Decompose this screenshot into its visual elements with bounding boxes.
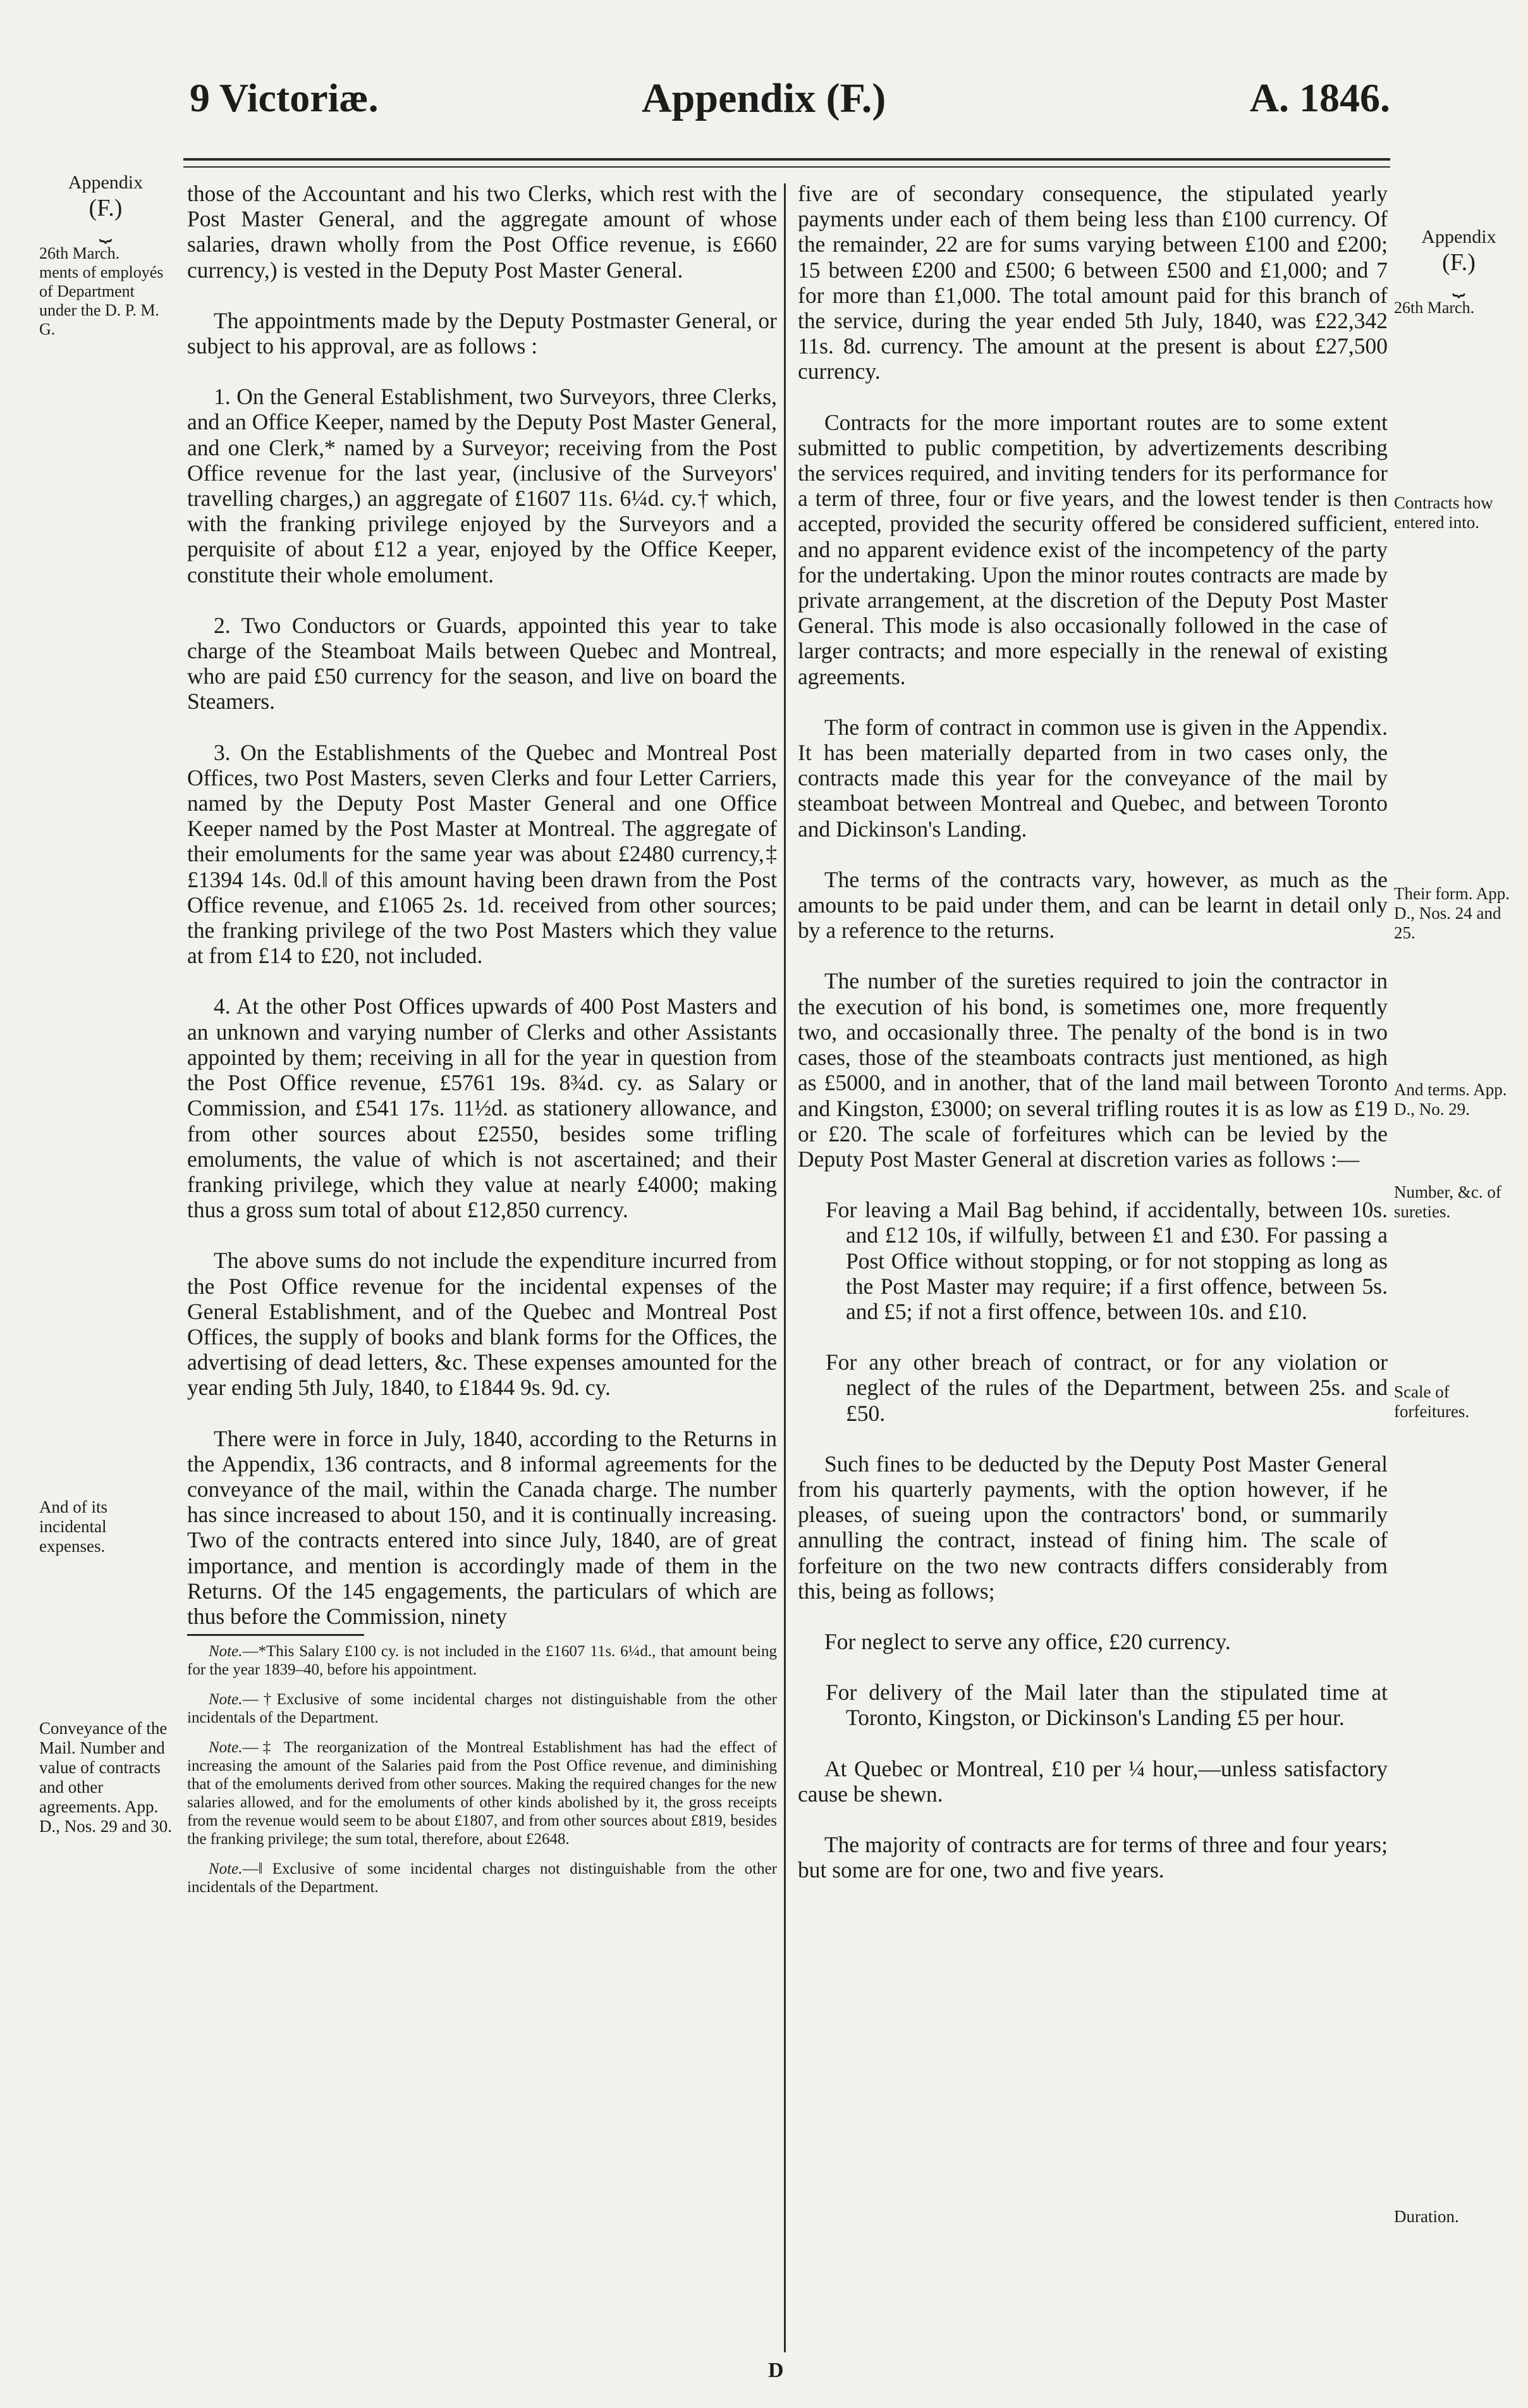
paragraph: 4. At the other Post Offices upwards of 400 Post Masters and an unknown and varying number of Clerks and other Assistants appointed by them; receiving in all for the year in question from the Post Office revenue, £5761 19s. 8¾d. cy. as Salary or Commission, and £541 17s. 11½d. as stationery allowance, and from other sources about £2550, besides some trifling emoluments, the value of which is not ascertained; and their franking privilege, which they value at nearly £4000; making thus a gross sum total of about £12,850 currency. [187,993,777,1223]
margin-note-date: 26th March. [1394,298,1475,317]
left-column [187,181,777,1908]
footnote [187,1860,777,1896]
paragraph: The appointments made by the Deputy Postmaster General, or subject to his approval, are as follows : [187,307,777,359]
forfeiture-item: For any other breach of contract, or for any violation or neglect of the rules of the Department, between 25s. and £50. [826,1349,1388,1426]
footnote-label: Note. [209,1691,243,1709]
margin-note-terms: And terms. App. D., No. 29. [1394,1080,1507,1119]
footnote-label: Note. [209,1860,243,1878]
margin-note-their-form: Their form. App. D., Nos. 24 and 25. [1394,884,1510,942]
footnote-text: —†Exclusive of some incidental charges not distinguishable from the other incidentals of the Department. [187,1691,777,1727]
footnote-label: Note. [209,1739,243,1757]
margin-note-conveyance: Conveyance of the Mail. Number and value of contracts and other agreements. App. D., Nos. 29 and 30. [39,1719,172,1836]
margin-note-heading: Appendix [68,172,144,193]
margin-note-duration: Duration. [1394,2207,1459,2226]
footnote [187,1738,777,1848]
forfeiture-item: For leaving a Mail Bag behind, if accidentally, between 10s. and £12 10s, if wilfully, between £1 and £30. For passing a Post Office without stopping, or for not stopping as long as the Post Master may require; if a first offence, between 5s. and £5; if not a first offence, between 10s. and £10. [826,1197,1388,1324]
paragraph: The above sums do not include the expenditure incurred from the Post Office revenue for the incidental expenses of the General Establishment, and of the Quebec and Montreal Post Offices, the supply of books and blank forms for the Offices, the advertising of dead letters, &c. These expenses amounted for the year ending 5th July, 1840, to £1844 9s. 9d. cy. [187,1248,777,1401]
margin-note-date: 26th March. [39,244,120,262]
margin-note-appendix-letter: (F.) [89,195,123,221]
paragraph: 2. Two Conductors or Guards, appointed this year to take charge of the Steamboat Mails between Quebec and Montreal, who are paid £50 currency for the season, and live on board the Steamers. [187,612,777,715]
signature-mark: D [768,2359,784,2382]
paragraph: There were in force in July, 1840, according to the Returns in the Appendix, 136 contracts, and 8 informal agreements for the conveyance of the mail, within the Canada charge. The number has since increased to about 150, and it is continually increasing. Two of the contracts entered into since July, 1840, are of great importance, and mention is accordingly made of them in the Returns. Of the 145 engagements, the particulars of which are thus before the Commission, ninety [187,1425,777,1629]
margin-note-left-appendix [39,172,172,339]
margin-note-appendix-letter: (F.) [1442,249,1476,276]
margin-note-sureties: Number, &c. of sureties. [1394,1182,1501,1221]
forfeiture-item: At Quebec or Montreal, £10 per ¼ hour,—unless satisfactory cause be shewn. [798,1755,1388,1807]
paragraph: Such fines to be deducted by the Deputy Post Master General from his quarterly payments, with the option however, if he pleases, of sueing upon the contractors' bond, or summarily annulling the contract, instead of fining him. The scale of forfeiture on the two new contracts differs considerably from this, being as follows; [798,1451,1388,1604]
margin-note-right-appendix [1394,226,1524,317]
footnote [187,1690,777,1727]
footnote-label: Note. [209,1643,243,1661]
forfeiture-item: For delivery of the Mail later than the stipulated time at Toronto, Kingston, or Dickinson's Landing £5 per hour. [826,1680,1388,1731]
footnote-text: —‖ Exclusive of some incidental charges not distinguishable from the other incidentals of the Department. [187,1860,777,1896]
margin-note-heading: Appendix [1421,226,1496,247]
margin-note-incidental-expenses: And of its incidental expenses. [39,1497,107,1556]
paragraph: those of the Accountant and his two Clerks, which rest with the Post Master General, and the aggregate amount of whose salaries, drawn wholly from the Post Office revenue, is £660 currency,) is vested in the Deputy Post Master General. [187,181,777,283]
header-rule [183,158,1390,161]
paragraph: The form of contract in common use is given in the Appendix. It has been materially departed from in two cases only, the contracts made this year for the conveyance of the mail by steamboat between Montreal and Quebec, and between Toronto and Dickinson's Landing. [798,714,1388,842]
paragraph: The terms of the contracts vary, however, as much as the amounts to be paid under them, and can be learnt in detail only by a reference to the returns. [798,866,1388,943]
paragraph: 3. On the Establishments of the Quebec and Montreal Post Offices, two Post Masters, seven Clerks and four Letter Carriers, named by the Deputy Post Master General and one Office Keeper named by the Post Master at Montreal. The aggregate of their emoluments for the same year was about £2480 currency,‡ £1394 14s. 0d.‖ of this amount having been drawn from the Post Office revenue, and £1065 2s. 1d. received from other sources; the franking privilege of the two Post Masters which they value at from £14 to £20, not included. [187,739,777,969]
margin-note-text: ments of employés of Department under the D. P. M. G. [39,263,164,338]
column-divider [784,183,786,2352]
paragraph: 1. On the General Establishment, two Surveyors, three Clerks, and an Office Keeper, named by the Deputy Post Master General, and one Clerk,* named by a Surveyor; receiving from the Post Office revenue for the last year, (inclusive of the Surveyors' travelling charges,) an aggregate of £1607 11s. 6¼d. cy.† which, with the franking privilege enjoyed by the Surveyors and a perquisite of about £12 a year, enjoyed by the Office Keeper, constitute their whole emolument. [187,384,777,587]
header-rule-thin [183,166,1390,168]
paragraph: Contracts for the more important routes are to some extent submitted to public competition, by advertizements describing the services required, and inviting tenders for its performance for a term of three, four or five years, and the lowest tender is then accepted, provided the security offered be considered sufficient, and no apparent evidence exist of the incompetency of the party for the undertaking. Upon the minor routes contracts are made by private arrangement, at the discretion of the Deputy Post Master General. This mode is also occasionally followed in the case of larger contracts; and more especially in the renewal of existing agreements. [798,409,1388,689]
footnote-text: —‡ The reorganization of the Montreal Establishment has had the effect of increasing the amount of the Salaries paid from the Post Office revenue, and diminishing that of the emoluments derived from other sources. Making the required changes for the new salaries allowed, and for the emoluments of other kinds abolished by it, the gross receipts from the revenue would seem to be about £1807, and from other sources about £819, besides the franking privilege; the sum total, therefore, about £2648. [187,1739,777,1848]
brace-icon: ⏟ [99,219,113,242]
header-regnal-year: 9 Victoriæ. [190,75,379,120]
paragraph: five are of secondary consequence, the stipulated yearly payments under each of them being less than £100 currency. Of the remainder, 22 are for sums varying between £100 and £200; 15 between £200 and £500; 6 between £500 and £1,000; and 7 for more than £1,000. The total amount paid for this branch of the service, during the year ended 5th July, 1840, was £22,342 11s. 8d. currency. The amount at the present is about £27,500 currency. [798,181,1388,384]
footnotes-rule [187,1634,364,1636]
paragraph: The majority of contracts are for terms of three and four years; but some are for one, two and five years. [798,1831,1388,1883]
header-appendix-title: Appendix (F.) [642,75,886,121]
footnote-text: —*This Salary £100 cy. is not included in the £1607 11s. 6¼d., that amount being for the year 1839–40, before his appointment. [187,1643,777,1679]
margin-note-contracts-how: Contracts how entered into. [1394,493,1493,532]
right-column [798,181,1388,1908]
margin-note-forfeitures: Scale of forfeitures. [1394,1382,1470,1421]
forfeiture-item: For neglect to serve any office, £20 currency. [824,1628,1231,1654]
header-session-year: A. 1846. [1249,75,1390,120]
paragraph: The number of the sureties required to join the contractor in the execution of his bond, is sometimes one, more frequently two, and occasionally three. The penalty of the bond is in two cases, those of the steamboats contracts just mentioned, as high as £5000, and in another, that of the land mail between Toronto and Kingston, £3000; on several trifling routes it is as low as £19 or £20. The scale of forfeitures which can be levied by the Deputy Post Master General at discretion varies as follows :— [798,968,1388,1172]
brace-icon: ⏟ [1452,273,1465,297]
footnote [187,1642,777,1679]
